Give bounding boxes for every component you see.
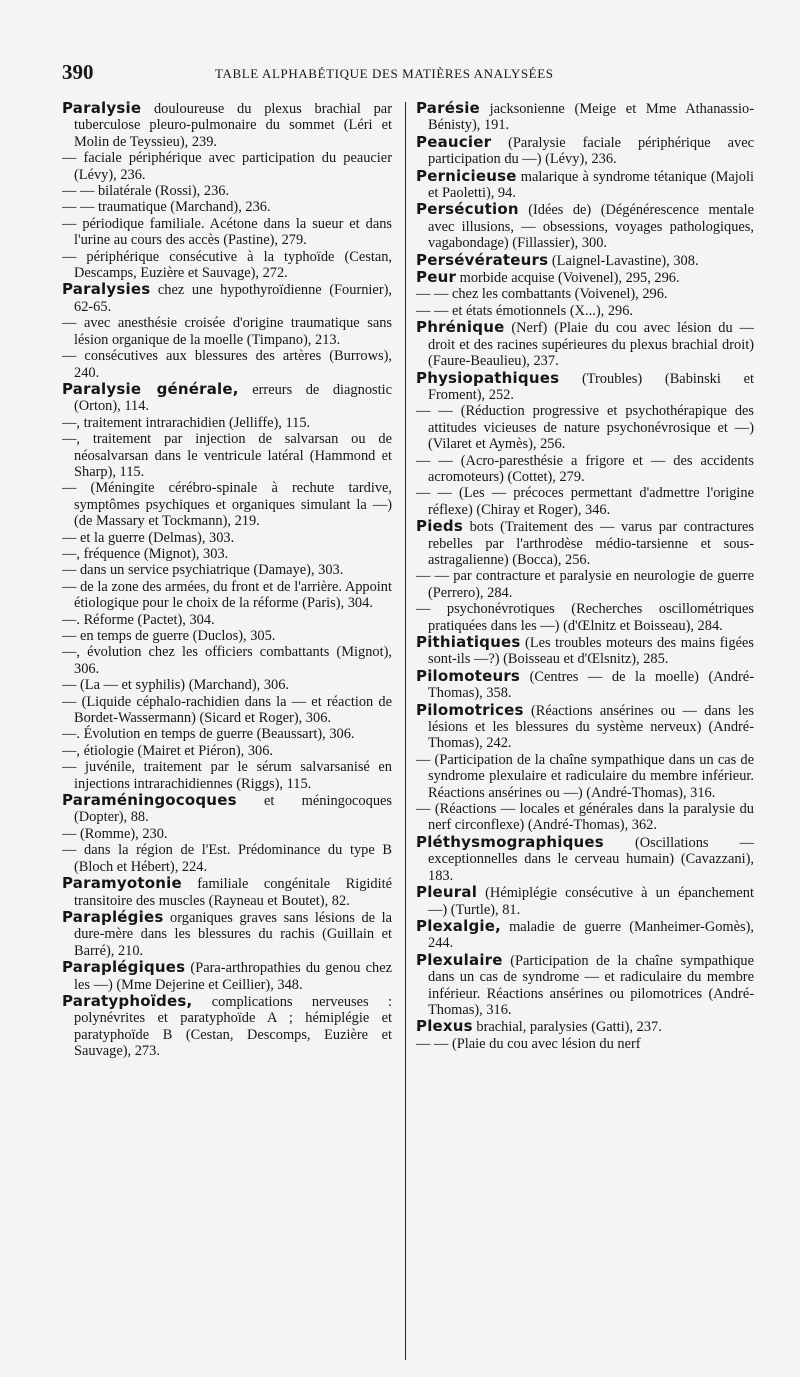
- entry-text: — consécutives aux blessures des artères (Burrows), 240.: [62, 348, 392, 381]
- index-entry: [62, 100, 392, 150]
- index-entry: [416, 485, 754, 518]
- entry-text: familiale congénitale Rigidité transitoire des muscles (Rayneau et Boutet), 82.: [74, 876, 392, 909]
- index-entry: [62, 959, 392, 993]
- index-entry: [416, 918, 754, 952]
- entry-headword: Parésie: [416, 100, 480, 117]
- index-entry: [62, 792, 392, 826]
- entry-text: — (Participation de la chaîne sympathique dans un cas de syndrome plexulaire et radiculaire du membre inférieur. Réactions ansérines ou —) (André-Thomas), 316.: [416, 751, 754, 801]
- entry-headword: Paraplégiques: [62, 958, 186, 977]
- index-entry: [62, 348, 392, 381]
- index-entry: [62, 431, 392, 480]
- index-entry: [416, 286, 754, 302]
- entry-headword: Pernicieuse: [416, 166, 517, 185]
- index-entry: [62, 249, 392, 282]
- entry-text: (Nerf) (Plaie du cou avec lésion du — droit et des racines supérieures du plexus brachial droit) (Faure-Beaulieu), 237.: [428, 320, 754, 370]
- entry-text: jacksonienne (Meige et Mme Athanassio-Bénisty), 191.: [428, 101, 754, 134]
- entry-text: — dans un service psychiatrique (Damaye), 303.: [62, 562, 344, 579]
- index-entry: [416, 370, 754, 404]
- entry-text: — dans la région de l'Est. Prédominance du type B (Bloch et Hébert), 224.: [62, 842, 392, 875]
- index-entry: [416, 201, 754, 251]
- entry-headword: Paratyphoïdes,: [62, 991, 193, 1010]
- entry-headword: Peaucier: [416, 132, 492, 151]
- entry-headword: Paraplégies: [62, 907, 164, 926]
- index-entry: [416, 453, 754, 486]
- index-entry: [62, 562, 392, 578]
- entry-text: bots (Traitement des — varus par contractures rebelles par l'arthrodèse médio-tarsienne et sous-astragalienne) (Bocca), 256.: [428, 519, 754, 568]
- entry-text: — (Réactions — locales et générales dans la paralysie du nerf circonflexe) (André-Thomas), 362.: [416, 801, 754, 834]
- index-entry: [416, 168, 754, 202]
- index-entry: [416, 952, 754, 1019]
- index-entry: [416, 668, 754, 702]
- index-entry: [416, 1018, 754, 1035]
- entry-headword: Paralysies: [62, 280, 151, 299]
- entry-text: — périphérique consécutive à la typhoïde (Cestan, Descamps, Euzière et Sauvage), 272.: [62, 248, 392, 282]
- entry-text: (Laignel-Lavastine), 308.: [548, 252, 699, 269]
- entry-text: (Centres — de la moelle) (André-Thomas), 358.: [428, 668, 754, 702]
- index-entry: [416, 601, 754, 634]
- index-entry: [62, 415, 392, 431]
- index-entry: [62, 694, 392, 727]
- index-entry: [62, 726, 392, 742]
- entry-text: erreurs de diagnostic (Orton), 114.: [74, 381, 392, 415]
- index-entry: [416, 801, 754, 834]
- index-entry: [62, 826, 392, 842]
- index-entry: [62, 216, 392, 249]
- entry-text: — — et états émotionnels (X...), 296.: [416, 302, 634, 319]
- index-entry: [416, 134, 754, 168]
- entry-headword: Persécution: [416, 200, 519, 219]
- entry-text: (Para-arthropathies du genou chez les —) (Mme Dejerine et Ceillier), 348.: [74, 960, 392, 993]
- index-entry: [62, 644, 392, 677]
- running-title: TABLE ALPHABÉTIQUE DES MATIÈRES ANALYSÉES: [215, 66, 554, 81]
- entry-text: —, étiologie (Mairet et Piéron), 306.: [62, 742, 274, 759]
- index-entry: [62, 150, 392, 183]
- entry-text: —, évolution chez les officiers combattants (Mignot), 306.: [62, 644, 392, 677]
- entry-text: brachial, paralysies (Gatti), 237.: [472, 1019, 662, 1036]
- entry-headword: Pilomotrices: [416, 700, 524, 719]
- index-entry: [416, 752, 754, 801]
- entry-text: — — (Plaie du cou avec lésion du nerf: [416, 1035, 641, 1052]
- entry-text: —, traitement intrarachidien (Jelliffe), 115.: [62, 414, 311, 431]
- entry-text: —, traitement par injection de salvarsan ou de néosalvarsan dans le ventricule latéral (Hammond et Sharp), 115.: [62, 431, 392, 480]
- index-entry: [62, 677, 392, 693]
- index-entry: [62, 993, 392, 1060]
- entry-headword: Paralysie générale,: [62, 379, 239, 398]
- entry-text: — psychonévrotiques (Recherches oscillométriques pratiquées dans les —) (d'Œlnitz et Boisseau), 284.: [416, 601, 754, 634]
- index-entry: [62, 743, 392, 759]
- entry-headword: Paralysie: [62, 100, 142, 117]
- entry-headword: Paraméningocoques: [62, 791, 237, 810]
- entry-text: — (Liquide céphalo-rachidien dans la — et réaction de Bordet-Wassermann) (Sicard et Roger), 306.: [62, 693, 392, 727]
- index-entry: [416, 702, 754, 752]
- entry-text: (Oscillations — exceptionnelles dans le cerveau humain) (Cavazzani), 183.: [428, 834, 754, 884]
- index-entry: [62, 183, 392, 199]
- index-entry: [416, 568, 754, 601]
- entry-headword: Physiopathiques: [416, 368, 560, 387]
- index-entry: [62, 480, 392, 529]
- entry-headword: Pieds: [416, 517, 463, 536]
- entry-text: et méningocoques (Dopter), 88.: [74, 793, 392, 826]
- index-entry: [62, 909, 392, 959]
- entry-headword: Pléthysmographiques: [416, 832, 604, 851]
- entry-text: — périodique familiale. Acétone dans la sueur et dans l'urine au cours des accès (Pastine), 279.: [62, 215, 392, 249]
- entry-text: — — bilatérale (Rossi), 236.: [62, 183, 230, 200]
- index-entry: [416, 269, 754, 286]
- entry-headword: Pleural: [416, 883, 478, 902]
- index-entry: [62, 612, 392, 628]
- index-entry: [416, 319, 754, 369]
- index-entry: [62, 759, 392, 792]
- index-entry: [416, 403, 754, 452]
- index-entry: [62, 546, 392, 562]
- index-entry: [416, 303, 754, 319]
- entry-text: — avec anesthésie croisée d'origine traumatique sans lésion organique de la moelle (Timpano), 213.: [62, 315, 392, 348]
- entry-text: douloureuse du plexus brachial par tuberculose pleuro-pulmonaire du sommet (Léri et Molin de Teyssieu), 239.: [74, 101, 392, 150]
- index-entry: [62, 579, 392, 612]
- entry-text: — — (Réduction progressive et psychothérapique des attitudes vicieuses de nature psychonévrosique et —) (Vilaret et Aymès), 256.: [416, 403, 754, 453]
- index-entry: [416, 1036, 754, 1052]
- entry-headword: Peur: [416, 268, 457, 287]
- index-entry: [416, 834, 754, 884]
- index-entry: [416, 518, 754, 568]
- index-entry: [416, 100, 754, 134]
- entry-headword: Persévérateurs: [416, 250, 549, 269]
- entry-text: (Hémiplégie consécutive à un épanchement —) (Turtle), 81.: [428, 885, 754, 918]
- entry-text: (Troubles) (Babinski et Froment), 252.: [428, 370, 754, 403]
- entry-text: complications nerveuses : polynévrites et paratyphoïde A ; hémiplégie et paratyphoïde B (Cestan, Descomps, Euzière et Sauvage), 273.: [74, 993, 392, 1060]
- entry-text: (Les troubles moteurs des mains figées sont-ils —?) (Boisseau et d'Œlsnitz), 285.: [428, 635, 754, 668]
- entry-headword: Pilomoteurs: [416, 666, 521, 685]
- entry-text: (Idées de) (Dégénérescence mentale avec illusions, — obsessions, voyages pathologiques, vagabondage) (Fillassier), 300.: [428, 202, 754, 252]
- entry-text: — (La — et syphilis) (Marchand), 306.: [62, 677, 289, 694]
- entry-text: — — (Les — précoces permettant d'admettre l'origine réflexe) (Chiray et Roger), 346.: [416, 485, 754, 518]
- index-entry: [62, 381, 392, 415]
- index-entry: [416, 252, 754, 269]
- entry-text: — faciale périphérique avec participation du peaucier (Lévy), 236.: [62, 150, 392, 183]
- entry-text: — — chez les combattants (Voivenel), 296.: [416, 286, 668, 303]
- entry-headword: Pithiatiques: [416, 633, 521, 651]
- entry-headword: Phrénique: [416, 318, 505, 337]
- index-entry: [62, 281, 392, 315]
- entry-headword: Plexulaire: [416, 950, 503, 969]
- entry-text: — (Méningite cérébro-spinale à rechute tardive, symptômes psychiques et organiques simulant la —) (de Massary et Tockmann), 219.: [62, 480, 392, 530]
- entry-headword: Paramyotonie: [62, 874, 182, 893]
- entry-text: —, fréquence (Mignot), 303.: [62, 545, 229, 562]
- page-number: 390: [62, 60, 94, 84]
- entry-headword: Plexus: [416, 1017, 473, 1036]
- entry-text: — et la guerre (Delmas), 303.: [62, 529, 235, 546]
- left-column: [62, 100, 392, 1370]
- entry-text: morbide acquise (Voivenel), 295, 296.: [456, 270, 680, 287]
- index-entry: [62, 875, 392, 909]
- entry-text: —. Évolution en temps de guerre (Beaussart), 306.: [62, 726, 355, 743]
- entry-text: —. Réforme (Pactet), 304.: [62, 611, 215, 628]
- entry-text: — — traumatique (Marchand), 236.: [62, 199, 271, 216]
- index-entry: [62, 315, 392, 348]
- entry-text: (Paralysie faciale périphérique avec participation du —) (Lévy), 236.: [428, 134, 754, 168]
- entry-headword: Plexalgie,: [416, 916, 501, 935]
- entry-text: — juvénile, traitement par le sérum salvarsanisé en injections intrarachidiennes (Riggs), 115.: [62, 759, 392, 792]
- entry-text: — — par contracture et paralysie en neurologie de guerre (Perrero), 284.: [416, 568, 754, 601]
- entry-text: malarique à syndrome tétanique (Majoli et Paoletti), 94.: [428, 168, 754, 202]
- entry-text: (Participation de la chaîne sympathique dans un cas de syndrome — et radiculaire du membre inférieur. Réactions ansérines ou pilomotrices (André-Thomas), 316.: [428, 952, 754, 1018]
- entry-text: organiques graves sans lésions de la dure-mère dans les blessures du rachis (Guillain et Barré), 210.: [74, 909, 392, 959]
- column-divider: [405, 102, 406, 1360]
- index-entry: [416, 634, 754, 668]
- index-entry: [62, 199, 392, 215]
- entry-text: maladie de guerre (Manheimer-Gomès), 244.: [428, 918, 754, 952]
- index-entry: [62, 842, 392, 875]
- entry-text: — — (Acro-paresthésie a frigore et — des accidents acromoteurs) (Cottet), 279.: [416, 452, 754, 485]
- right-column: [416, 100, 754, 1370]
- entry-text: — de la zone des armées, du front et de l'arrière. Appoint étiologique pour le choix de la réforme (Paris), 304.: [62, 578, 392, 612]
- entry-text: (Réactions ansérines ou — dans les lésions et les blessures du système nerveux) (André-Thomas), 242.: [428, 702, 754, 752]
- index-entry: [62, 628, 392, 644]
- entry-text: chez une hypothyroïdienne (Fournier), 62-65.: [74, 282, 392, 315]
- index-entry: [416, 884, 754, 918]
- entry-text: — (Romme), 230.: [62, 825, 168, 842]
- entry-text: — en temps de guerre (Duclos), 305.: [62, 628, 276, 644]
- index-entry: [62, 530, 392, 546]
